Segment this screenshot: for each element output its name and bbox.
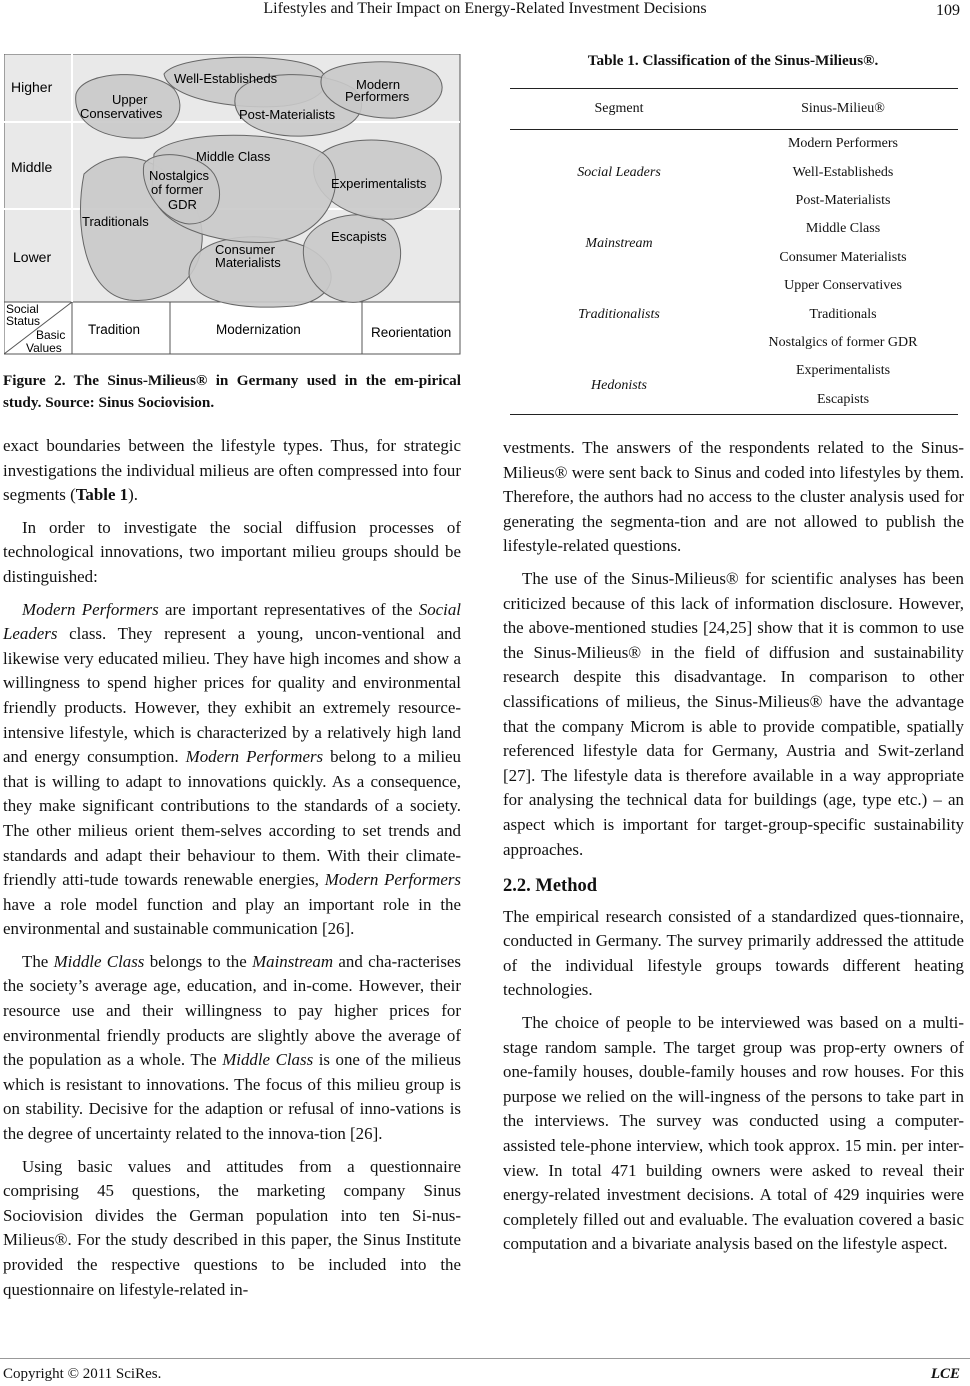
- left-column: [3, 434, 461, 1302]
- figure-caption: Figure 2. The Sinus-Milieus® in Germany used in the em-pirical study. Source: Sinus Sociovision.: [3, 372, 461, 411]
- paragraph: vestments. The answers of the respondents related to the Sinus-Milieus® were sent back to Sinus and coded into lifestyles by them. Therefore, the authors had no access to the cluster analysis used for generating the segmenta-tion and are not allowed to publish the lifestyle-related questions.: [503, 438, 964, 556]
- paragraph: [3, 434, 461, 508]
- label-nostalgics-3: GDR: [168, 197, 197, 212]
- label-post-materialists: Post-Materialists: [239, 107, 336, 122]
- emphasis: Middle Class: [53, 951, 145, 971]
- col-modernization: Modernization: [216, 322, 301, 337]
- paragraph: In order to investigate the social diffusion processes of technological innovations, two important milieu groups should be distinguished:: [3, 517, 461, 586]
- emphasis: Modern Performers: [324, 870, 462, 890]
- milieu-cell: Experimentalists: [795, 363, 891, 379]
- footer-rule: [0, 1358, 970, 1359]
- emphasis: Social Leaders: [3, 599, 461, 644]
- milieu-cell: Well-Establisheds: [792, 164, 894, 180]
- paragraph: The use of the Sinus-Milieus® for scientific analyses has been criticized because of this lack of information disclosure. However, the above-mentioned studies [24,25] show that it is common to use the Sinus-Milieus® in the field of diffusion and sustainability research despite this disadvantage. In comparison to other classifications of milieus, the Sinus-Milieus® have the advantage that the company Microm is able to provide compatible, spatially referenced lifestyle data for Germany, Austria and Swit-zerland [27]. The lifestyle data is therefore available in a way appropriate for analysing the technical data for buildings (age, type etc.) – an aspect which is important for target-group-specific sustainability approaches.: [503, 568, 964, 859]
- col-reorientation: Reorientation: [371, 325, 452, 340]
- label-traditionals: Traditionals: [82, 214, 149, 229]
- table-row: [510, 357, 958, 385]
- classification-table: [510, 88, 958, 415]
- emphasis: Mainstream: [252, 951, 334, 971]
- page-number: 109: [936, 2, 960, 19]
- table-reference: Table 1: [75, 485, 129, 505]
- text-run: exact boundaries between the lifestyle types. Thus, for strategic investigations the individual milieus are often compressed into four segments (: [3, 436, 461, 505]
- sinus-milieus-figure: [4, 54, 462, 356]
- section-heading: 2.2. Method: [503, 876, 598, 897]
- segment-cell: Mainstream: [585, 235, 653, 251]
- table-row: [510, 215, 958, 243]
- text-run: are important representatives of the: [158, 599, 419, 619]
- paragraph: The empirical research consisted of a standardized ques-tionnaire, conducted in Germany. The survey primarily addressed the attitude of the individual lifestyle groups towards different heating technologies.: [503, 906, 964, 1000]
- segment-cell: Traditionalists: [578, 306, 660, 322]
- paragraph: [3, 598, 461, 942]
- paragraph: Using basic values and attitudes from a questionnaire comprising 45 questions, the marketing company Sinus Sociovision divides the German population into ten Si-nus-Milieus®. For the study described in this paper, the Sinus Institute provided the respective questions to be included into the questionnaire on lifestyle-related in-: [3, 1156, 461, 1299]
- segment-cell: Hedonists: [510, 357, 728, 414]
- label-modern-performers-1: Modern: [356, 77, 401, 92]
- right-column: [503, 436, 964, 1257]
- milieu-cell: Escapists: [728, 386, 958, 415]
- emphasis: Modern Performers: [22, 599, 159, 619]
- table-title: Table 1. Classification of the Sinus-Milieus®.: [587, 52, 879, 69]
- label-middle-class: Middle Class: [196, 149, 271, 164]
- milieu-cell: Post-Materialists: [795, 192, 891, 208]
- milieu-cell: Upper Conservatives: [784, 278, 902, 294]
- axis-basic-2: Values: [26, 341, 62, 355]
- row-middle: Middle: [11, 159, 53, 175]
- segment-cell: Social Leaders: [577, 164, 661, 180]
- copyright: Copyright © 2011 SciRes.: [3, 1366, 162, 1382]
- paragraph: The choice of people to be interviewed was based on a multi-stage random sample. The target group was prop-erty owners of one-family houses, double-family houses and row houses. For this purpose we relied on the will-ingness of the persons to take part in the interviews. The survey was conducted using a computer-assisted tele-phone interview, which took approx. 15 min. per inter-view. In total 471 building owners were asked to reveal their energy-related investment decisions. A total of 429 inquiries were completely filled out and evaluable. The evaluation covered a basic computation and a bivariate analysis based on the lifestyle aspect.: [503, 1013, 964, 1254]
- label-well-establisheds: Well-Establisheds: [174, 71, 278, 86]
- row-higher: Higher: [11, 79, 53, 95]
- journal-abbrev: LCE: [930, 1366, 960, 1382]
- milieu-cell: Traditionals: [809, 306, 877, 322]
- text-run: belongs to the: [144, 951, 253, 971]
- axis-social-1: Social: [6, 302, 39, 316]
- label-consumer-materialists-2: Materialists: [215, 255, 281, 270]
- milieu-cell: Consumer Materialists: [779, 249, 907, 265]
- table-row: [510, 272, 958, 300]
- table-row: [510, 130, 958, 159]
- emphasis: Modern Performers: [185, 747, 324, 767]
- label-modern-performers-2: Performers: [345, 89, 410, 104]
- table-header-row: [510, 89, 958, 130]
- header-milieu: Sinus-Milieu®: [728, 89, 958, 130]
- label-experimentalists: Experimentalists: [331, 176, 427, 191]
- col-tradition: Tradition: [88, 322, 141, 337]
- text-run: The: [22, 951, 54, 971]
- axis-social-2: Status: [6, 314, 41, 328]
- milieu-cell: Middle Class: [805, 221, 881, 237]
- running-title: Lifestyles and Their Impact on Energy-Related Investment Decisions: [263, 0, 707, 17]
- text-run: belong to a milieu that is willing to adapt to innovations quickly. As a consequence, they make significant contributions to the standards of a society. The other milieus orient them-selves according to set trends and standards and adapt their behaviour to them. With their climate-friendly atti-tude towards renewable energies,: [3, 747, 461, 890]
- text-run: and cha-racterises the society’s average age, education, and in-come. However, their resource use and their willingness to pay higher prices for environmental friendly products are slightly above the average of the population as a whole. The: [3, 951, 461, 1070]
- row-lower: Lower: [13, 249, 52, 265]
- text-run: is one of the milieus which is resistant to innovations. The focus of this milieu group is on stability. Decisive for the adaption or refusal of inno-vations is the degree of uncertainty related to the innova-tion [26].: [3, 1050, 461, 1144]
- label-consumer-materialists-1: Consumer: [215, 242, 275, 257]
- header-segment: Segment: [510, 89, 728, 130]
- label-upper-conservatives-2: Conservatives: [80, 106, 163, 121]
- label-nostalgics-1: Nostalgics: [149, 168, 209, 183]
- milieu-cell: Modern Performers: [787, 136, 899, 152]
- axis-basic-1: Basic: [36, 328, 66, 342]
- label-escapists: Escapists: [331, 229, 387, 244]
- label-nostalgics-2: of former: [151, 182, 204, 197]
- text-run: class. They represent a young, uncon-ventional and likewise very educated milieu. They have high incomes and show a willingness to spend higher prices for quality and environmental friendly products. However, they exhibit an extremely resource-intensive lifestyle, which is characterized by a relatively high land and energy consumption.: [3, 624, 461, 767]
- text-run: have a role model function and play an important role in the environmental and sustainable communication [26].: [3, 894, 461, 939]
- emphasis: Middle Class: [222, 1050, 314, 1070]
- label-upper-conservatives-1: Upper: [112, 92, 148, 107]
- paragraph: [3, 950, 461, 1147]
- milieu-cell: Nostalgics of former GDR: [768, 334, 918, 350]
- text-run: ).: [128, 485, 138, 505]
